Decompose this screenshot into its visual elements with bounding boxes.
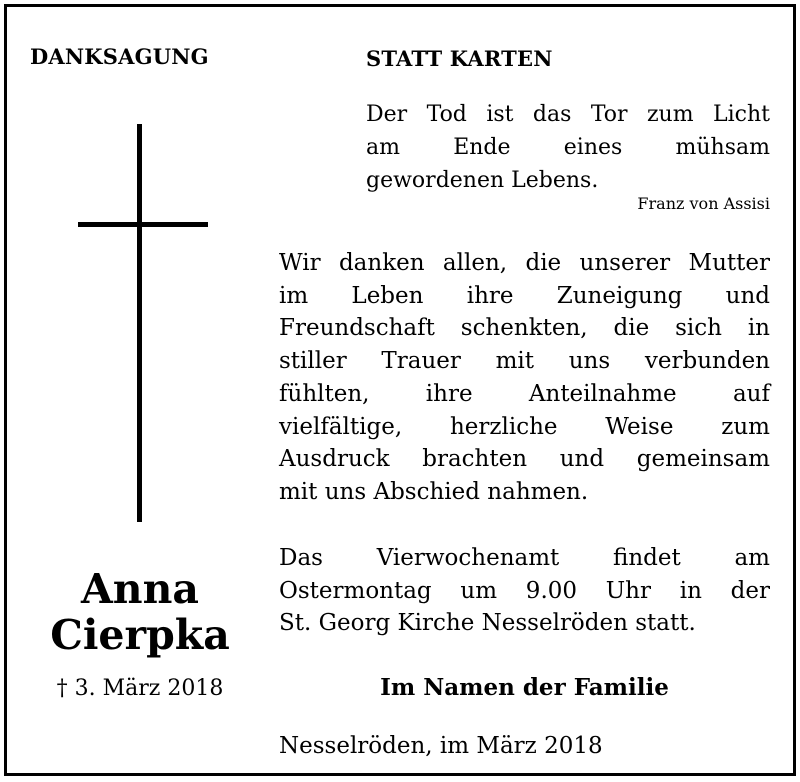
deceased-last-name: Cierpka	[50, 611, 230, 659]
mass-line: Ostermontag um 9.00 Uhr in der	[279, 577, 770, 604]
thanks-line: Ausdruck brachten und gemeinsam	[279, 446, 770, 473]
thanks-line: fühlten, ihre Anteilnahme auf	[279, 380, 770, 407]
thanks-line: im Leben ihre Zuneigung und	[279, 282, 770, 309]
mass-line: Das Vierwochenamt findet am	[279, 545, 770, 571]
quote-line: am Ende eines mühsam	[366, 135, 770, 160]
place-date: Nesselröden, im März 2018	[279, 733, 603, 759]
mass-line: St. Georg Kirche Nesselröden statt.	[279, 610, 696, 637]
danksagung-heading: DANKSAGUNG	[30, 44, 209, 69]
death-date: † 3. März 2018	[56, 676, 224, 701]
quote-line: Der Tod ist das Tor zum Licht	[366, 102, 770, 127]
thanks-paragraph	[279, 247, 770, 509]
quote-line: gewordenen Lebens.	[366, 168, 599, 193]
thanks-line: Freundschaft schenkten, die sich in	[279, 315, 770, 342]
family-signature: Im Namen der Familie	[380, 674, 669, 701]
mass-paragraph	[279, 542, 770, 640]
deceased-first-name: Anna	[81, 565, 199, 613]
statt-karten-heading: STATT KARTEN	[366, 46, 553, 71]
quote-author: Franz von Assisi	[637, 194, 770, 213]
thanks-line: stiller Trauer mit uns verbunden	[279, 348, 770, 375]
thanks-line: mit uns Abschied nahmen.	[279, 478, 589, 505]
quote-block	[366, 98, 770, 197]
thanks-line: vielfältige, herzliche Weise zum	[279, 413, 770, 440]
thanks-line: Wir danken allen, die unserer Mutter	[279, 250, 770, 276]
